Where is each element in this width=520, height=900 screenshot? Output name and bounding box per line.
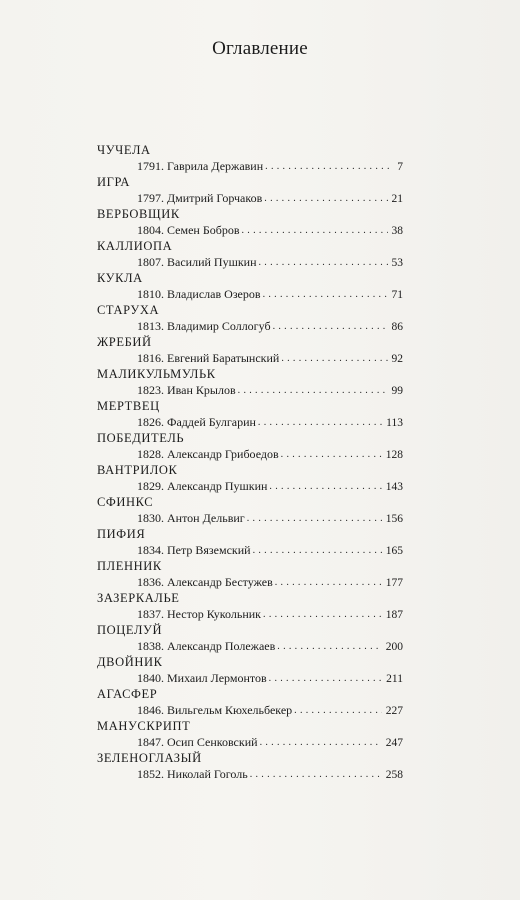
chapter-title: ПЛЕННИК (97, 559, 162, 573)
toc-entry (97, 431, 403, 463)
chapter-info-line (137, 254, 403, 270)
toc-entry (97, 623, 403, 655)
dot-leader (238, 383, 388, 399)
page-number: 86 (391, 321, 403, 333)
chapter-year: 1846. (137, 703, 164, 717)
chapter-year: 1847. (137, 735, 164, 749)
chapter-title: ЧУЧЕЛА (97, 143, 151, 157)
dot-leader (247, 511, 382, 527)
page-number: 227 (385, 705, 403, 717)
page-number: 7 (397, 161, 403, 173)
chapter-title: СТАРУХА (97, 303, 160, 317)
dot-leader (281, 351, 387, 367)
chapter-info-line (137, 286, 403, 302)
chapter-author: Николай Гоголь (167, 767, 248, 781)
chapter-year: 1840. (137, 671, 164, 685)
chapter-info-line (137, 766, 403, 782)
page-number: 99 (391, 385, 403, 397)
chapter-info-line (137, 446, 403, 462)
dot-leader (269, 671, 383, 687)
dot-leader (264, 191, 387, 207)
dot-leader (275, 575, 382, 591)
chapter-year: 1836. (137, 575, 164, 589)
chapter-title: СФИНКС (97, 495, 154, 509)
chapter-year: 1816. (137, 351, 164, 365)
chapter-info-line (137, 414, 403, 430)
chapter-author: Александр Бестужев (167, 575, 273, 589)
chapter-info-line (137, 222, 403, 238)
chapter-title: АГАСФЕР (97, 687, 158, 701)
toc-entry (97, 495, 403, 527)
toc-entry (97, 367, 403, 399)
chapter-info-line (137, 382, 403, 398)
chapter-year: 1823. (137, 383, 164, 397)
chapter-year: 1838. (137, 639, 164, 653)
dot-leader (260, 735, 382, 751)
chapter-author: Осип Сенковский (167, 735, 258, 749)
chapter-author: Владислав Озеров (167, 287, 261, 301)
table-of-contents (97, 143, 403, 783)
dot-leader (281, 447, 382, 463)
chapter-author: Фаддей Булгарин (167, 415, 256, 429)
chapter-author: Владимир Соллогуб (167, 319, 271, 333)
toc-entry (97, 719, 403, 751)
chapter-year: 1826. (137, 415, 164, 429)
chapter-year: 1810. (137, 287, 164, 301)
chapter-info-line (137, 702, 403, 718)
toc-entry (97, 143, 403, 175)
chapter-info-line (137, 574, 403, 590)
chapter-author: Гаврила Державин (167, 159, 264, 173)
toc-entry (97, 303, 403, 335)
chapter-title: ЗЕЛЕНОГЛАЗЫЙ (97, 751, 202, 765)
chapter-title: МАНУСКРИПТ (97, 719, 191, 733)
dot-leader (269, 479, 381, 495)
chapter-year: 1813. (137, 319, 164, 333)
toc-entry (97, 399, 403, 431)
page-number: 258 (385, 769, 403, 781)
toc-entry (97, 559, 403, 591)
chapter-author: Евгений Баратынский (167, 351, 280, 365)
chapter-info-line (137, 158, 403, 174)
chapter-title: ЖРЕБИЙ (97, 335, 152, 349)
dot-leader (253, 543, 382, 559)
chapter-info-line (137, 318, 403, 334)
chapter-title: ДВОЙНИК (97, 655, 163, 669)
toc-entry (97, 175, 403, 207)
dot-leader (263, 607, 382, 623)
chapter-title: МАЛИКУЛЬМУЛЬК (97, 367, 216, 381)
dot-leader (265, 159, 389, 175)
toc-entry (97, 463, 403, 495)
chapter-title: ВЕРБОВЩИК (97, 207, 180, 221)
page-number: 200 (385, 641, 403, 653)
page-number: 165 (385, 545, 403, 557)
page-number: 187 (385, 609, 403, 621)
chapter-author: Антон Дельвиг (167, 511, 245, 525)
chapter-info-line (137, 542, 403, 558)
chapter-title: ПИФИЯ (97, 527, 146, 541)
chapter-title: МЕРТВЕЦ (97, 399, 160, 413)
chapter-info-line (137, 190, 403, 206)
chapter-author: Михаил Лермонтов (167, 671, 267, 685)
page-title: Оглавление (212, 38, 308, 59)
toc-entry (97, 591, 403, 623)
dot-leader (259, 255, 388, 271)
page-number: 247 (385, 737, 403, 749)
dot-leader (241, 223, 387, 239)
page-number: 143 (385, 481, 403, 493)
chapter-author: Семен Бобров (167, 223, 240, 237)
chapter-author: Петр Вяземский (167, 543, 251, 557)
page-number: 21 (391, 193, 403, 205)
chapter-year: 1828. (137, 447, 164, 461)
chapter-title: ПОБЕДИТЕЛЬ (97, 431, 185, 445)
toc-entry (97, 335, 403, 367)
chapter-author: Вильгельм Кюхельбекер (167, 703, 293, 717)
chapter-author: Василий Пушкин (167, 255, 257, 269)
chapter-author: Иван Крылов (167, 383, 236, 397)
toc-entry (97, 655, 403, 687)
chapter-year: 1804. (137, 223, 164, 237)
dot-leader (263, 287, 388, 303)
dot-leader (273, 319, 388, 335)
chapter-title: ВАНТРИЛОК (97, 463, 178, 477)
chapter-info-line (137, 606, 403, 622)
chapter-year: 1829. (137, 479, 164, 493)
chapter-info-line (137, 734, 403, 750)
chapter-year: 1807. (137, 255, 164, 269)
toc-entry (97, 239, 403, 271)
chapter-year: 1830. (137, 511, 164, 525)
toc-entry (97, 207, 403, 239)
dot-leader (250, 767, 382, 783)
toc-entry (97, 687, 403, 719)
chapter-title: ИГРА (97, 175, 131, 189)
dot-leader (294, 703, 382, 719)
chapter-year: 1837. (137, 607, 164, 621)
chapter-title: ПОЦЕЛУЙ (97, 623, 163, 637)
chapter-author: Александр Грибоедов (167, 447, 279, 461)
page-number: 71 (391, 289, 403, 301)
chapter-title: КАЛЛИОПА (97, 239, 173, 253)
chapter-info-line (137, 638, 403, 654)
chapter-author: Дмитрий Горчаков (167, 191, 263, 205)
page-number: 156 (385, 513, 403, 525)
chapter-author: Александр Полежаев (167, 639, 276, 653)
chapter-title: КУКЛА (97, 271, 143, 285)
page-number: 92 (391, 353, 403, 365)
chapter-author: Нестор Кукольник (167, 607, 262, 621)
toc-entry (97, 271, 403, 303)
page-number: 113 (386, 417, 403, 429)
chapter-author: Александр Пушкин (167, 479, 268, 493)
page-number: 211 (386, 673, 403, 685)
chapter-info-line (137, 670, 403, 686)
chapter-info-line (137, 478, 403, 494)
page-number: 177 (385, 577, 403, 589)
toc-entry (97, 527, 403, 559)
toc-entry (97, 751, 403, 783)
page-number: 53 (391, 257, 403, 269)
chapter-title: ЗАЗЕРКАЛЬЕ (97, 591, 180, 605)
chapter-year: 1834. (137, 543, 164, 557)
chapter-year: 1797. (137, 191, 164, 205)
dot-leader (277, 639, 381, 655)
dot-leader (258, 415, 382, 431)
page-number: 128 (385, 449, 403, 461)
chapter-year: 1852. (137, 767, 164, 781)
chapter-year: 1791. (137, 159, 164, 173)
page-number: 38 (391, 225, 403, 237)
chapter-info-line (137, 510, 403, 526)
chapter-info-line (137, 350, 403, 366)
